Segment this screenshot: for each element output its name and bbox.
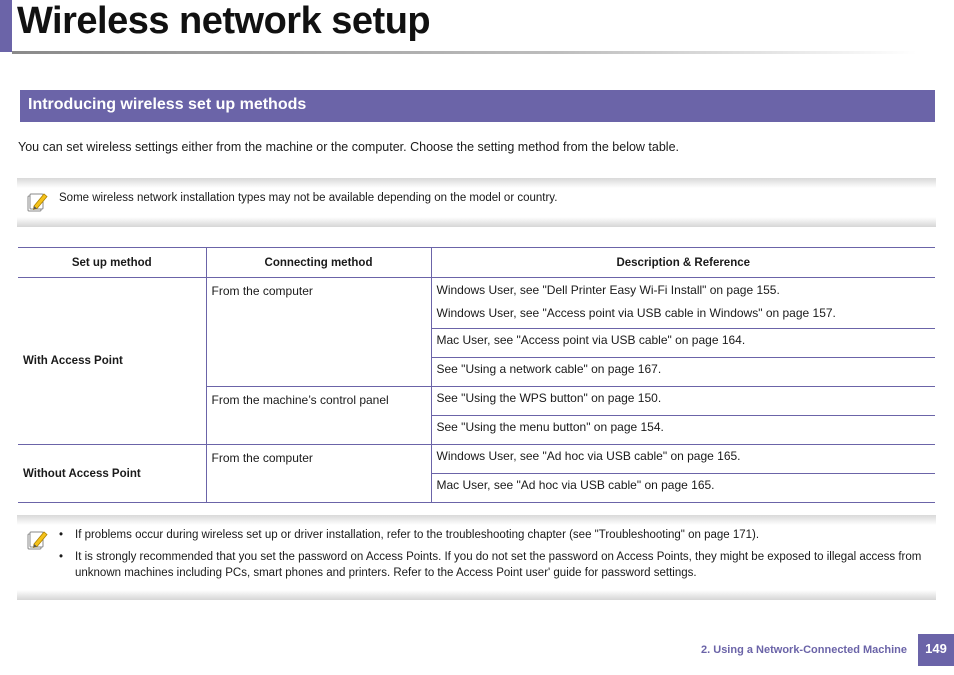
setup-method-cell: With Access Point	[18, 278, 206, 445]
note-pencil-icon	[26, 191, 48, 213]
description-cell	[431, 387, 935, 416]
description-cell	[431, 416, 935, 445]
footer-chapter: 2. Using a Network-Connected Machine	[701, 644, 907, 656]
description-line: Windows User, see "Access point via USB cable in Windows" on page 157.	[436, 306, 836, 320]
header-connecting-method: Connecting method	[206, 248, 431, 278]
note-text: Some wireless network installation types may not be available depending on the model or country.	[59, 192, 558, 204]
description-cell	[431, 474, 935, 503]
note-box-2	[17, 515, 936, 600]
description-cell	[431, 329, 935, 358]
description-cell	[431, 445, 935, 474]
description-cell	[431, 358, 935, 387]
description-line: See "Using the menu button" on page 154.	[436, 420, 664, 434]
table-header-row	[18, 248, 935, 278]
description-cell	[431, 278, 935, 329]
description-line: See "Using the WPS button" on page 150.	[436, 391, 662, 405]
setup-method-cell: Without Access Point	[18, 445, 206, 503]
description-line: Mac User, see "Ad hoc via USB cable" on page 165.	[436, 478, 715, 492]
table-row	[18, 445, 935, 474]
description-line: Windows User, see "Dell Printer Easy Wi-Fi Install" on page 155.	[436, 283, 780, 297]
page-title: Wireless network setup	[17, 0, 431, 42]
header-description: Description & Reference	[431, 248, 935, 278]
description-line: Windows User, see "Ad hoc via USB cable" on page 165.	[436, 449, 741, 463]
list-item: • It is strongly recommended that you set the password on Access Points. If you do not set the password on Access Points, they might be exposed to illegal access from unknown machines including PCs, smart phones and printers. Refer to the Access Point user' guide for password settings.	[59, 549, 939, 581]
note-box-1	[17, 178, 936, 227]
description-line: See "Using a network cable" on page 167.	[436, 362, 662, 376]
description-line: Mac User, see "Access point via USB cable" on page 164.	[436, 333, 746, 347]
page-number: 149	[918, 634, 954, 666]
setup-methods-table	[18, 247, 935, 503]
header-setup-method: Set up method	[18, 248, 206, 278]
title-underline	[12, 51, 917, 54]
connecting-method-cell: From the machine’s control panel	[206, 387, 431, 445]
connecting-method-cell: From the computer	[206, 445, 431, 503]
intro-paragraph: You can set wireless settings either from the machine or the computer. Choose the setting method from the below table.	[18, 140, 680, 154]
connecting-method-cell: From the computer	[206, 278, 431, 387]
note-bullet-list	[59, 527, 939, 587]
title-accent-bar	[0, 0, 12, 52]
section-heading: Introducing wireless set up methods	[20, 90, 935, 122]
list-item: • If problems occur during wireless set up or driver installation, refer to the troubleshooting chapter (see "Troubleshooting" on page 171).	[59, 527, 939, 543]
note-pencil-icon	[26, 529, 48, 551]
table-row	[18, 278, 935, 329]
